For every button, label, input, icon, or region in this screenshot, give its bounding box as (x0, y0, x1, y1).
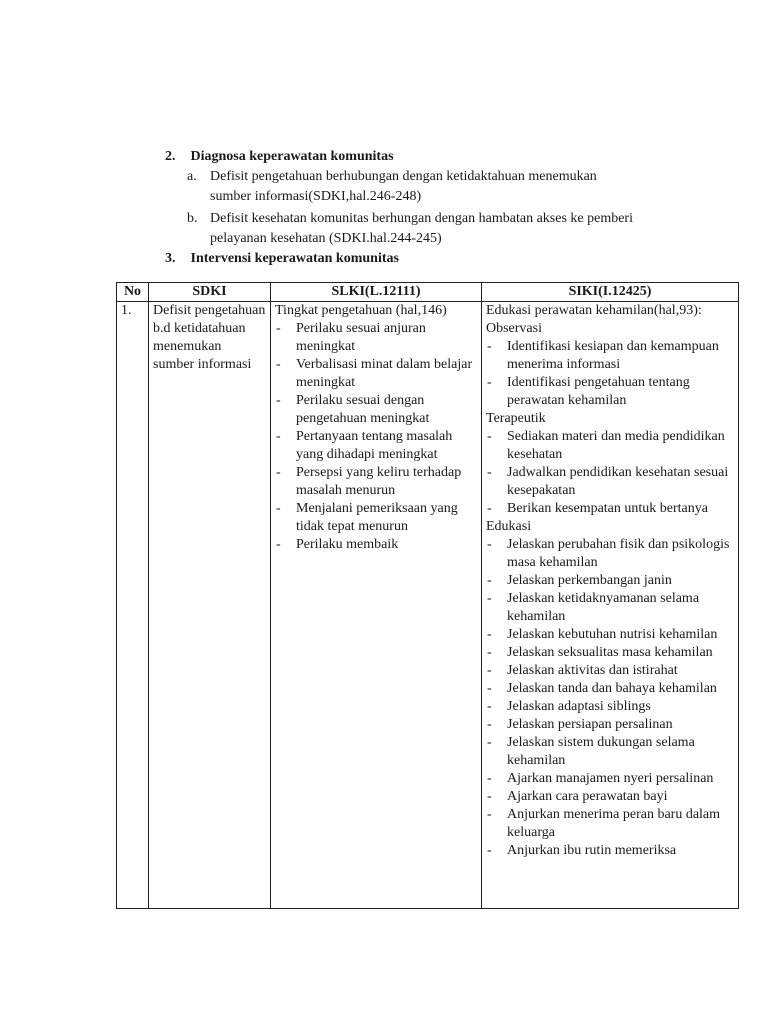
list-item: - Jelaskan seksualitas masa kehamilan (486, 644, 734, 662)
list-item: - Ajarkan manajamen nyeri persalinan (486, 770, 734, 788)
header-sdki: SDKI (149, 283, 271, 302)
header-slki: SLKI(L.12111) (271, 283, 482, 302)
section-2-number: 2. (165, 149, 176, 164)
list-item: - Pertanyaan tentang masalah yang dihadapi meningkat (275, 428, 477, 464)
siki-observasi-label: Observasi (486, 321, 542, 336)
diagnosis-item-a-text: Defisit pengetahuan berhubungan dengan ketidaktahuan menemukan sumber informasi(SDKI,hal.246-248) (210, 169, 597, 204)
list-item: - Perilaku membaik (275, 536, 477, 554)
list-item: - Jelaskan persiapan persalinan (486, 716, 734, 734)
list-item: - Jelaskan kebutuhan nutrisi kehamilan (486, 626, 734, 644)
list-item: - Anjurkan ibu rutin memeriksa (486, 842, 734, 860)
section-3-heading (165, 250, 399, 268)
intervention-table (116, 282, 739, 909)
list-item: - Jelaskan perubahan fisik dan psikologis masa kehamilan (486, 536, 734, 572)
list-item: - Perilaku sesuai anjuran meningkat (275, 320, 477, 356)
diagnosis-item-b (187, 209, 637, 249)
section-3-number: 3. (165, 251, 176, 266)
slki-title: Tingkat pengetahuan (hal,146) (275, 303, 447, 318)
list-item: - Ajarkan cara perawatan bayi (486, 788, 734, 806)
list-item: - Jelaskan aktivitas dan istirahat (486, 662, 734, 680)
diagnosis-item-b-text: Defisit kesehatan komunitas berhungan dengan hambatan akses ke pemberi pelayanan kesehatan (SDKI.hal.244-245) (210, 211, 633, 246)
list-item: - Jelaskan tanda dan bahaya kehamilan (486, 680, 734, 698)
list-item: - Jelaskan ketidaknyamanan selama kehamilan (486, 590, 734, 626)
list-item: - Persepsi yang keliru terhadap masalah menurun (275, 464, 477, 500)
siki-observasi-list (486, 338, 734, 410)
siki-edukasi-label: Edukasi (486, 519, 532, 534)
list-item: - Jelaskan adaptasi siblings (486, 698, 734, 716)
diagnosis-item-a-letter: a. (187, 169, 197, 184)
list-item: - Jadwalkan pendidikan kesehatan sesuai kesepakatan (486, 464, 734, 500)
list-item: - Sediakan materi dan media pendidikan kesehatan (486, 428, 734, 464)
list-item: - Anjurkan menerima peran baru dalam keluarga (486, 806, 734, 842)
diagnosis-item-a (187, 167, 637, 207)
list-item: - Verbalisasi minat dalam belajar meningkat (275, 356, 477, 392)
list-item: - Jelaskan perkembangan janin (486, 572, 734, 590)
cell-slki (271, 302, 482, 909)
header-no: No (117, 283, 149, 302)
section-3-title: Intervensi keperawatan komunitas (190, 251, 399, 266)
list-item: - Jelaskan sistem dukungan selama kehamilan (486, 734, 734, 770)
siki-terapeutik-list (486, 428, 734, 518)
list-item: - Berikan kesempatan untuk bertanya (486, 500, 734, 518)
list-item: - Menjalani pemeriksaan yang tidak tepat menurun (275, 500, 477, 536)
siki-terapeutik-label: Terapeutik (486, 411, 546, 426)
cell-sdki: Defisit pengetahuan b.d ketidatahuan menemukan sumber informasi (149, 302, 271, 909)
cell-no: 1. (117, 302, 149, 909)
list-item: - Perilaku sesuai dengan pengetahuan meningkat (275, 392, 477, 428)
list-item: - Identifikasi kesiapan dan kemampuan menerima informasi (486, 338, 734, 374)
section-2-heading (165, 148, 394, 166)
siki-title: Edukasi perawatan kehamilan(hal,93): (486, 303, 702, 318)
table-row (117, 302, 739, 909)
diagnosis-item-b-letter: b. (187, 211, 198, 226)
section-2-title: Diagnosa keperawatan komunitas (190, 149, 394, 164)
table-header-row (117, 283, 739, 302)
siki-edukasi-list (486, 536, 734, 860)
list-item: - Identifikasi pengetahuan tentang perawatan kehamilan (486, 374, 734, 410)
header-siki: SIKI(I.12425) (482, 283, 739, 302)
cell-siki (482, 302, 739, 909)
slki-list (275, 320, 477, 554)
